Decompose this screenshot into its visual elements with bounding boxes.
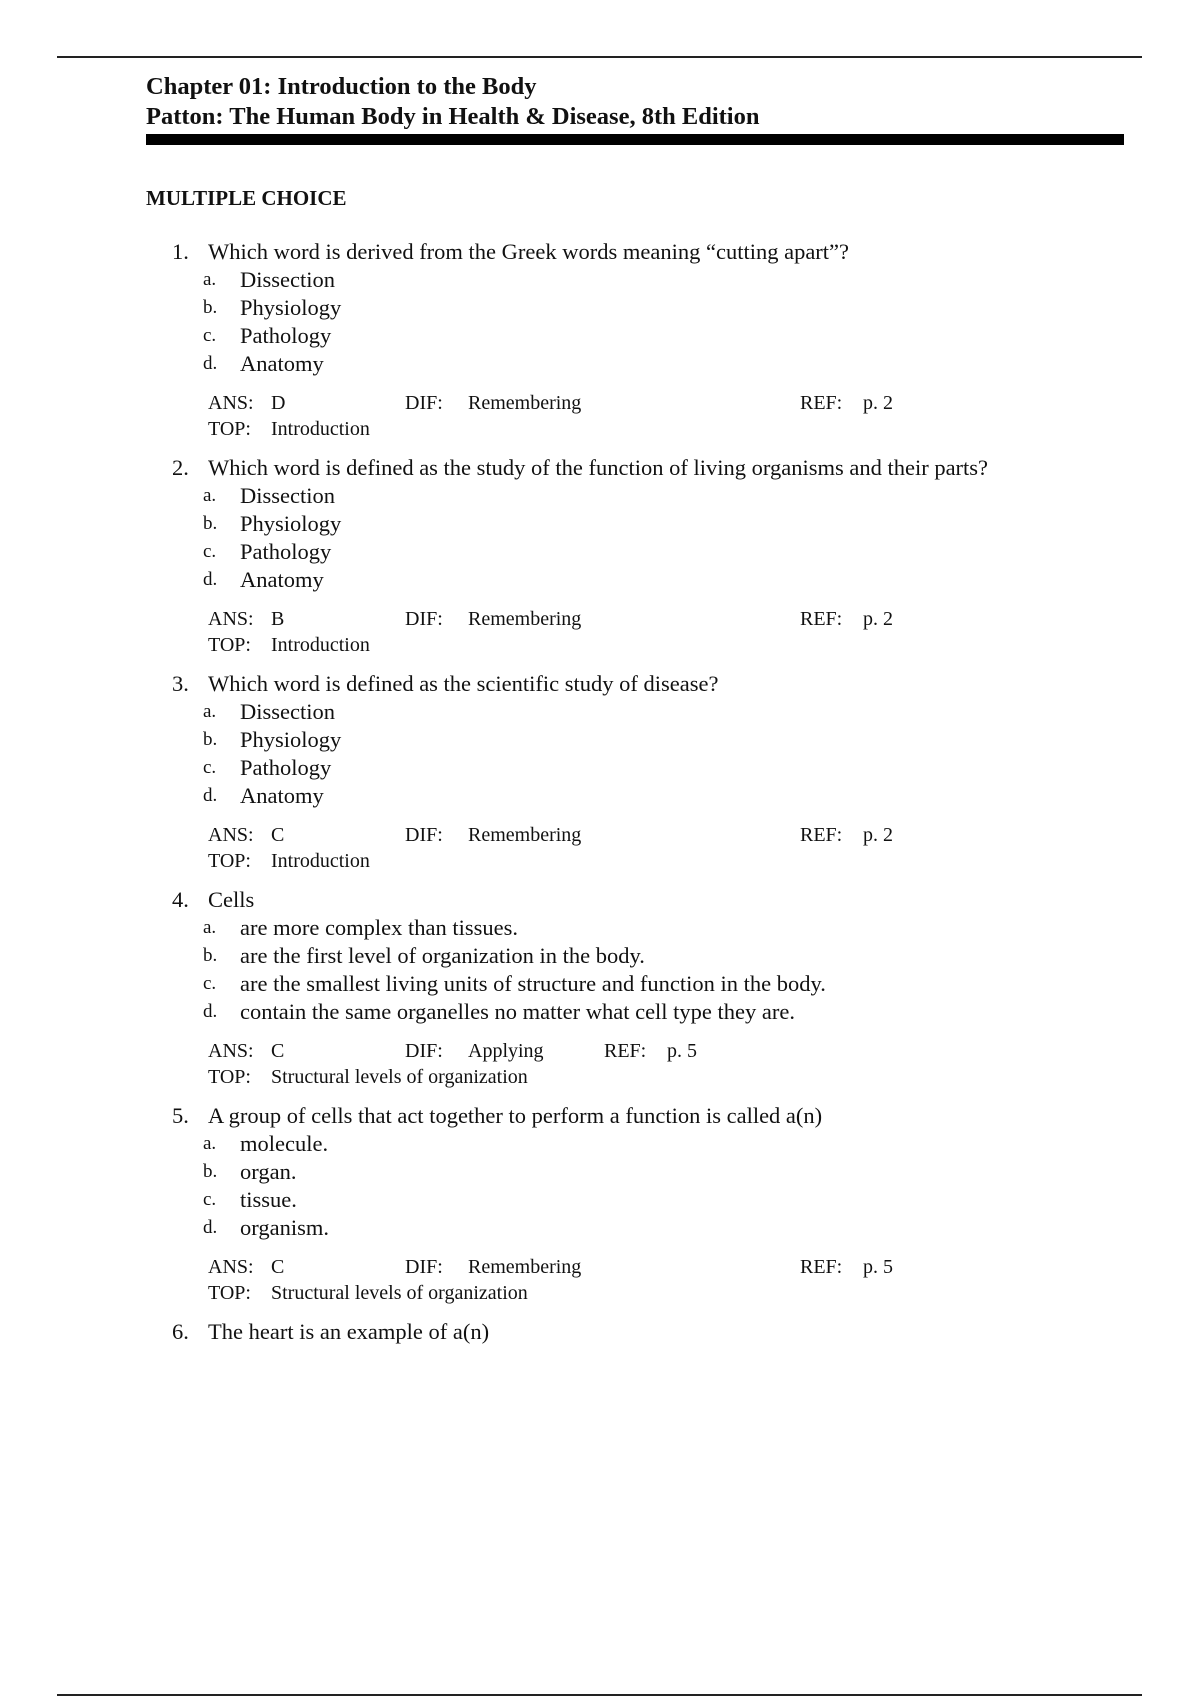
ref-label: REF: [800,608,843,630]
option-letter: b. [203,297,218,318]
top-value: Introduction [271,634,370,656]
option-a [146,1130,1146,1158]
question-stem: Cells [208,887,255,912]
option-letter: b. [203,729,218,750]
option-d [146,782,1146,810]
question-5 [146,1102,1146,1306]
option-letter: b. [203,1161,218,1182]
answer-meta [146,822,1146,874]
option-text: organism. [240,1215,329,1240]
ref-value: p. 5 [667,1040,697,1062]
ref-label: REF: [800,824,843,846]
option-letter: d. [203,1001,218,1022]
ans-label: ANS: [208,608,254,630]
question-number: 2. [172,455,189,480]
bottom-rule [57,1694,1142,1696]
option-text: Dissection [240,699,335,724]
document-header [146,72,1126,132]
option-a [146,698,1146,726]
top-value: Structural levels of organization [271,1282,528,1304]
option-a [146,482,1146,510]
option-b [146,1158,1146,1186]
ans-label: ANS: [208,1256,254,1278]
ans-label: ANS: [208,824,254,846]
option-text: contain the same organelles no matter what cell type they are. [240,999,795,1024]
option-c [146,970,1146,998]
option-text: tissue. [240,1187,297,1212]
ans-value: D [271,392,286,414]
question-number: 5. [172,1103,189,1128]
option-letter: d. [203,1217,218,1238]
question-number: 1. [172,239,189,264]
option-d [146,1214,1146,1242]
option-b [146,942,1146,970]
top-label: TOP: [208,418,251,440]
ans-value: C [271,1256,285,1278]
option-letter: b. [203,513,218,534]
option-text: Pathology [240,323,332,348]
option-letter: a. [203,485,217,506]
question-number: 3. [172,671,189,696]
ref-value: p. 5 [863,1256,893,1278]
question-stem: Which word is derived from the Greek words meaning “cutting apart”? [208,239,850,264]
top-value: Introduction [271,850,370,872]
option-text: Anatomy [240,351,324,376]
option-letter: a. [203,1133,217,1154]
option-d [146,998,1146,1026]
question-number: 6. [172,1319,189,1344]
option-letter: c. [203,757,217,778]
question-3 [146,670,1146,874]
header-rule [146,134,1124,145]
option-a [146,266,1146,294]
option-d [146,566,1146,594]
question-stem: A group of cells that act together to perform a function is called a(n) [208,1103,823,1128]
ans-label: ANS: [208,392,254,414]
answer-meta [146,1254,1146,1306]
question-6 [146,1318,1146,1346]
question-stem: Which word is defined as the study of the function of living organisms and their parts? [208,455,989,480]
option-letter: a. [203,269,217,290]
ref-value: p. 2 [863,392,893,414]
top-value: Structural levels of organization [271,1066,528,1088]
option-letter: c. [203,541,217,562]
option-text: organ. [240,1159,297,1184]
option-text: Physiology [240,295,342,320]
option-text: Physiology [240,727,342,752]
question-4 [146,886,1146,1090]
top-label: TOP: [208,850,251,872]
top-label: TOP: [208,1066,251,1088]
ref-label: REF: [604,1040,647,1062]
ref-value: p. 2 [863,608,893,630]
chapter-title: Chapter 01: Introduction to the Body [146,73,537,100]
option-text: Physiology [240,511,342,536]
dif-label: DIF: [405,824,443,846]
dif-value: Remembering [468,608,582,630]
question-stem: The heart is an example of a(n) [208,1319,490,1344]
top-label: TOP: [208,1282,251,1304]
dif-label: DIF: [405,1256,443,1278]
question-1 [146,238,1146,442]
option-letter: d. [203,353,218,374]
option-letter: d. [203,785,218,806]
option-text: Dissection [240,267,335,292]
option-b [146,294,1146,322]
option-letter: d. [203,569,218,590]
option-text: Anatomy [240,567,324,592]
dif-value: Remembering [468,392,582,414]
section-title: MULTIPLE CHOICE [146,186,347,210]
option-b [146,726,1146,754]
answer-meta [146,390,1146,442]
question-stem: Which word is defined as the scientific study of disease? [208,671,719,696]
top-label: TOP: [208,634,251,656]
option-text: are the smallest living units of structure and function in the body. [240,971,826,996]
option-c [146,754,1146,782]
top-rule [57,56,1142,58]
option-letter: b. [203,945,218,966]
question-number: 4. [172,887,189,912]
option-text: Pathology [240,755,332,780]
question-list [146,238,1146,1358]
ans-value: B [271,608,285,630]
answer-meta [146,1038,1146,1090]
option-text: are more complex than tissues. [240,915,519,940]
dif-label: DIF: [405,1040,443,1062]
option-a [146,914,1146,942]
ans-value: C [271,1040,285,1062]
option-d [146,350,1146,378]
option-text: Anatomy [240,783,324,808]
ans-value: C [271,824,285,846]
option-letter: a. [203,917,217,938]
ref-value: p. 2 [863,824,893,846]
option-c [146,538,1146,566]
option-b [146,510,1146,538]
ref-label: REF: [800,392,843,414]
option-letter: c. [203,973,217,994]
answer-meta [146,606,1146,658]
option-text: are the first level of organization in the body. [240,943,645,968]
option-letter: a. [203,701,217,722]
option-letter: c. [203,1189,217,1210]
dif-value: Applying [468,1040,544,1062]
dif-value: Remembering [468,824,582,846]
option-c [146,322,1146,350]
dif-label: DIF: [405,392,443,414]
option-letter: c. [203,325,217,346]
top-value: Introduction [271,418,370,440]
dif-label: DIF: [405,608,443,630]
ans-label: ANS: [208,1040,254,1062]
option-text: molecule. [240,1131,329,1156]
question-2 [146,454,1146,658]
dif-value: Remembering [468,1256,582,1278]
book-title: Patton: The Human Body in Health & Disease, 8th Edition [146,103,760,130]
option-text: Dissection [240,483,335,508]
option-c [146,1186,1146,1214]
option-text: Pathology [240,539,332,564]
ref-label: REF: [800,1256,843,1278]
